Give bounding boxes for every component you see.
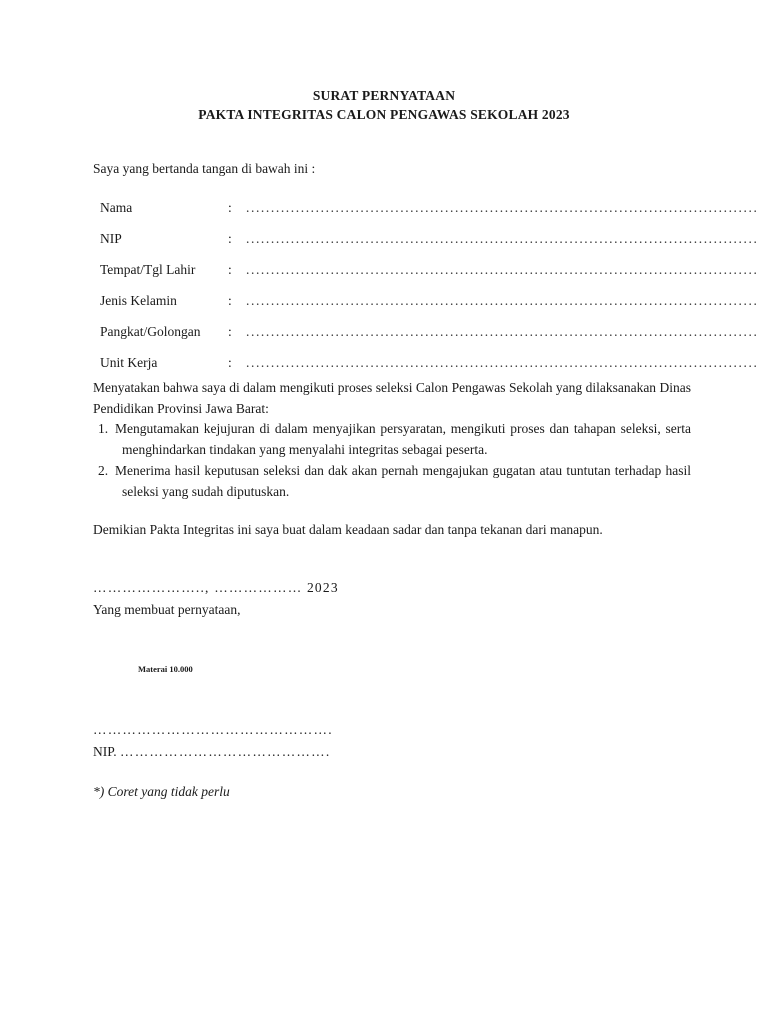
field-nip [100,231,759,251]
field-label: Unit Kerja [100,355,158,370]
intro-text: Saya yang bertanda tangan di bawah ini : [93,161,316,176]
field-label: Jenis Kelamin [100,293,177,308]
place-date-line [93,580,339,596]
field-dots: ....................................................................................................... [246,293,759,308]
list-item-2 [98,460,691,502]
closing-paragraph: Demikian Pakta Integritas ini saya buat dalam keadaan sadar dan tanpa tekanan dari manapun. [93,522,603,537]
field-jenis-kelamin [100,293,759,313]
field-label: NIP [100,231,122,246]
list-number: 1. [98,421,109,436]
field-dots: ....................................................................................................... [246,262,759,277]
field-dots: ....................................................................................................... [246,231,759,246]
footnote: *) Coret yang tidak perlu [93,784,230,799]
field-colon: : [228,293,232,308]
place-date-dots: ………………….., ……………… 2023 [93,580,339,595]
title-line-1: SURAT PERNYATAAN [312,88,456,103]
list-item-1 [98,418,691,460]
list-text: Mengutamakan kejujuran di dalam menyajikan persyaratan, mengikuti proses dan tahapan seleksi, serta menghindarkan tindakan yang menyalahi integritas sebagai peserta. [115,421,691,457]
field-dots: ....................................................................................................... [246,324,759,339]
field-colon: : [228,262,232,277]
field-pangkat-golongan [100,324,759,344]
list-text: Menerima hasil keputusan seleksi dan dak akan pernah mengajukan gugatan atau tuntutan terhadap hasil seleksi yang sudah diputuskan. [115,463,691,499]
title-line-2: PAKTA INTEGRITAS CALON PENGAWAS SEKOLAH 2023 [198,107,570,122]
field-dots: ....................................................................................................... [246,200,759,215]
field-nama [100,200,759,220]
nip-dots: ……………………………………. [120,744,331,759]
field-colon: : [228,200,232,215]
document-title [0,86,768,124]
field-colon: : [228,231,232,246]
materai-label: Materai 10.000 [138,664,193,674]
nip-label: NIP. [93,744,117,759]
nip-line [93,744,330,760]
signer-label: Yang membuat pernyataan, [93,602,241,617]
field-label: Pangkat/Golongan [100,324,201,339]
field-colon: : [228,355,232,370]
field-dots: ....................................................................................................... [246,355,759,370]
field-label: Nama [100,200,133,215]
field-tempat-tgl-lahir [100,262,759,282]
field-label: Tempat/Tgl Lahir [100,262,196,277]
field-colon: : [228,324,232,339]
field-unit-kerja [100,355,759,375]
statement-paragraph: Menyatakan bahwa saya di dalam mengikuti proses seleksi Calon Pengawas Sekolah yang dilaksanakan Dinas Pendidikan Provinsi Jawa Barat: [93,380,691,416]
list-number: 2. [98,463,109,478]
signature-name-line: …………………………………………. [93,722,333,737]
